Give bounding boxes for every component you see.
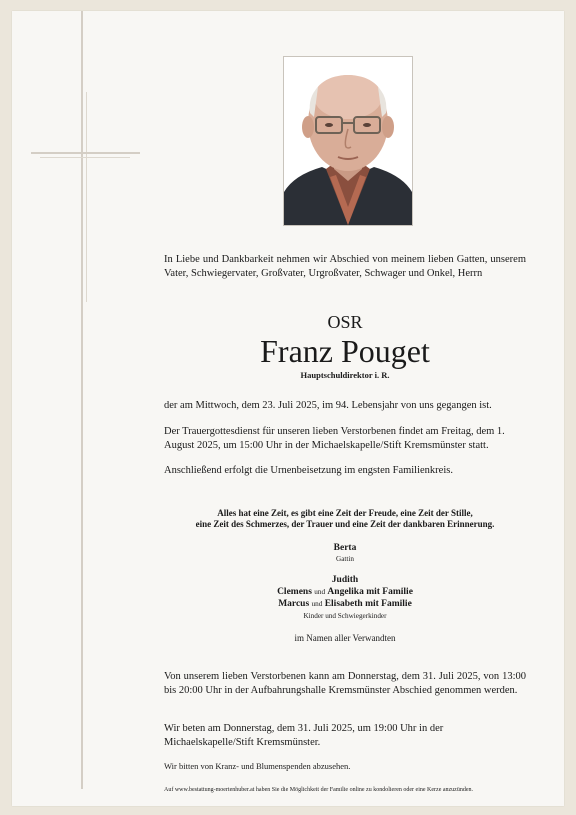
title-prefix: OSR	[327, 312, 363, 332]
profession: Hauptschuldirektor i. R.	[300, 370, 390, 380]
deceased-name: Franz Pouget	[260, 333, 430, 369]
viewing-info: Von unserem lieben Verstorbenen kann am Donnerstag, dem 31. Juli 2025, von 13:00 bis 20:00 Uhr in der Aufbahrungshalle Kremsmünster Abschied genommen werden.	[164, 671, 526, 696]
mourner-clemens: Clemens	[277, 587, 312, 597]
mourner-clemens-line	[164, 586, 526, 598]
deceased-portrait-photo	[283, 56, 413, 226]
mourner-und-1: und	[314, 588, 326, 596]
footer-condolence-note: Auf www.bestattung-moertenhuber.at haben Sie die Möglichkeit der Familie online zu kondolieren oder eine Kerze anzuzünden.	[164, 787, 474, 793]
relatives-line: im Namen aller Verwandten	[294, 633, 396, 643]
quote-line-1: Alles hat eine Zeit, es gibt eine Zeit der Freude, eine Zeit der Stille,	[217, 508, 473, 518]
cross-vertical-shadow	[86, 92, 87, 302]
funeral-service-info: Der Trauergottesdienst für unseren lieben Verstorbenen findet am Freitag, dem 1. August 2025, um 15:00 Uhr in der Michaelskapelle/Stift Kremsmünster statt.	[164, 426, 505, 451]
quote-line-2: eine Zeit des Schmerzes, der Trauer und eine Zeit der dankbaren Erinnerung.	[195, 519, 495, 529]
mourner-marcus: Marcus	[278, 599, 310, 609]
flowers-note: Wir bitten von Kranz- und Blumenspenden abzusehen.	[164, 761, 351, 771]
mourner-angelika: Angelika mit Familie	[327, 587, 413, 597]
mourner-marcus-line	[164, 598, 526, 610]
urn-burial-info: Anschließend erfolgt die Urnenbeisetzung im engsten Familienkreis.	[164, 465, 453, 476]
cross-horizontal-line	[31, 152, 140, 154]
mourner-berta: Berta	[333, 543, 357, 553]
death-announcement: der am Mittwoch, dem 23. Juli 2025, im 94. Lebensjahr von uns gegangen ist.	[164, 400, 492, 411]
mourner-berta-role: Gattin	[336, 555, 354, 563]
cross-horizontal-shadow	[40, 157, 130, 158]
mourner-elisabeth: Elisabeth mit Familie	[324, 599, 412, 609]
intro-text: In Liebe und Dankbarkeit nehmen wir Abschied von meinem lieben Gatten, unserem Vater, Schwiegervater, Großvater, Urgroßvater, Schwager und Onkel, Herrn	[164, 254, 526, 279]
children-role: Kinder und Schwiegerkinder	[303, 612, 387, 620]
mourner-judith: Judith	[331, 575, 359, 585]
cross-vertical-line	[81, 11, 83, 789]
mourner-und-2: und	[311, 600, 323, 608]
prayer-info: Wir beten am Donnerstag, dem 31. Juli 2025, um 19:00 Uhr in der Michaelskapelle/Stift Kremsmünster.	[164, 723, 444, 748]
